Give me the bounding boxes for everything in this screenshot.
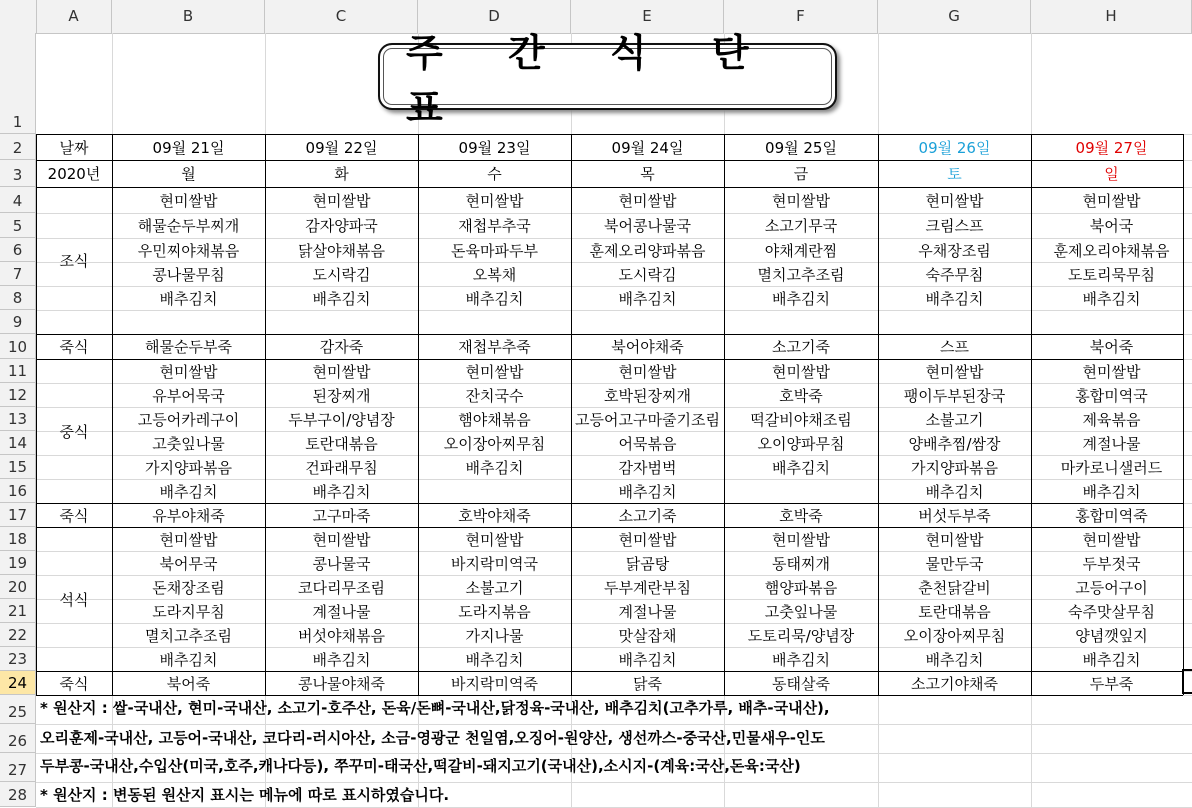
porridge-cell[interactable]: 재첩부추죽 — [458, 338, 531, 356]
menu-cell[interactable]: 고등어카레구이 — [137, 410, 240, 429]
section-label-porridge[interactable]: 죽식 — [59, 674, 89, 693]
menu-cell[interactable]: 잔치국수 — [465, 386, 524, 405]
porridge-cell[interactable]: 호박야채죽 — [458, 506, 531, 525]
menu-cell[interactable]: 배추김치 — [465, 289, 524, 308]
menu-cell[interactable]: 배추김치 — [159, 650, 218, 669]
date-cell[interactable]: 09월 27일 — [1075, 138, 1148, 157]
column-header-f[interactable]: F — [724, 0, 878, 33]
row-header-13[interactable]: 13 — [0, 407, 36, 431]
section-label-breakfast[interactable]: 조식 — [59, 252, 89, 270]
menu-cell[interactable]: 햄양파볶음 — [764, 578, 838, 597]
porridge-cell[interactable]: 소고기죽 — [618, 506, 677, 525]
column-header-e[interactable]: E — [571, 0, 724, 33]
menu-cell[interactable]: 소고기무국 — [764, 217, 838, 235]
menu-cell[interactable]: 배추김치 — [1082, 482, 1141, 501]
section-label-dinner[interactable]: 석식 — [59, 590, 89, 609]
row-header-6[interactable]: 6 — [0, 238, 36, 262]
menu-cell[interactable]: 배추김치 — [159, 289, 218, 308]
column-header-b[interactable]: B — [112, 0, 265, 33]
section-label-lunch[interactable]: 중식 — [59, 422, 89, 441]
menu-cell[interactable]: 버섯야채볶음 — [298, 626, 385, 645]
column-header-a[interactable]: A — [36, 0, 112, 33]
menu-cell[interactable]: 맛살잡채 — [618, 626, 677, 645]
menu-cell[interactable]: 현미쌀밥 — [1082, 530, 1141, 549]
menu-cell[interactable]: 배추김치 — [618, 289, 677, 308]
porridge-cell[interactable]: 홍합미역죽 — [1075, 506, 1148, 525]
menu-cell[interactable]: 두부구이/양념장 — [288, 410, 395, 429]
menu-cell[interactable]: 호박된장찌개 — [604, 386, 691, 405]
menu-cell[interactable]: 배추김치 — [312, 289, 371, 308]
menu-cell[interactable]: 북어콩나물국 — [604, 217, 691, 235]
menu-cell[interactable]: 양념깻잎지 — [1075, 626, 1148, 645]
date-cell[interactable]: 09월 26일 — [918, 138, 991, 157]
date-cell[interactable]: 09월 22일 — [305, 138, 378, 157]
menu-cell[interactable]: 현미쌀밥 — [1082, 191, 1141, 210]
row-header-3[interactable]: 3 — [0, 160, 36, 187]
section-label-porridge[interactable]: 죽식 — [59, 506, 89, 525]
menu-cell[interactable]: 현미쌀밥 — [465, 530, 524, 549]
row-header-4[interactable]: 4 — [0, 187, 36, 213]
porridge-cell[interactable]: 소고기죽 — [772, 338, 830, 356]
menu-cell[interactable]: 물만두국 — [925, 554, 984, 573]
row-header-7[interactable]: 7 — [0, 262, 36, 286]
row-header-12[interactable]: 12 — [0, 383, 36, 407]
menu-cell[interactable]: 팽이두부된장국 — [903, 386, 1006, 405]
menu-cell[interactable]: 북어무국 — [159, 554, 218, 573]
menu-cell[interactable]: 현미쌀밥 — [159, 362, 218, 381]
menu-cell[interactable]: 현미쌀밥 — [618, 530, 677, 549]
row-header-5[interactable]: 5 — [0, 213, 36, 238]
column-header-g[interactable]: G — [878, 0, 1031, 33]
row-header-24[interactable]: 24 — [0, 671, 36, 695]
weekday-cell[interactable]: 목 — [640, 165, 655, 183]
menu-cell[interactable]: 계절나물 — [618, 602, 677, 621]
porridge-cell[interactable]: 호박죽 — [779, 506, 823, 525]
row-header-25[interactable]: 25 — [0, 695, 36, 724]
porridge-cell[interactable]: 동태살죽 — [772, 674, 830, 693]
menu-cell[interactable] — [265, 310, 418, 334]
menu-cell[interactable]: 도라지볶음 — [458, 602, 531, 621]
porridge-cell[interactable]: 버섯두부죽 — [918, 506, 991, 525]
menu-cell[interactable]: 돈채장조림 — [152, 578, 225, 597]
menu-cell[interactable]: 고등어고구마줄기조림 — [575, 410, 720, 429]
row-header-11[interactable]: 11 — [0, 359, 36, 383]
row-header-19[interactable]: 19 — [0, 551, 36, 575]
porridge-cell[interactable]: 고구마죽 — [312, 506, 371, 525]
menu-cell[interactable]: 현미쌀밥 — [772, 191, 830, 210]
menu-cell[interactable]: 해물순두부찌개 — [137, 217, 240, 235]
menu-cell[interactable]: 현미쌀밥 — [618, 191, 677, 210]
row-header-10[interactable]: 10 — [0, 334, 36, 359]
menu-cell[interactable]: 양배추찜/쌈장 — [908, 434, 1001, 453]
row-header-18[interactable]: 18 — [0, 527, 36, 551]
row-header-21[interactable]: 21 — [0, 599, 36, 623]
menu-cell[interactable]: 현미쌀밥 — [465, 191, 524, 210]
menu-cell[interactable] — [418, 310, 571, 334]
menu-cell[interactable]: 배추김치 — [925, 482, 984, 501]
menu-cell[interactable]: 현미쌀밥 — [1082, 362, 1141, 381]
column-header-d[interactable]: D — [418, 0, 571, 33]
row-header-15[interactable]: 15 — [0, 455, 36, 479]
menu-cell[interactable]: 현미쌀밥 — [465, 362, 524, 381]
menu-cell[interactable]: 고등어구이 — [1075, 578, 1148, 597]
menu-cell[interactable]: 훈제오리야채볶음 — [1053, 241, 1170, 260]
menu-cell[interactable]: 닭곰탕 — [625, 554, 670, 573]
menu-cell[interactable]: 코다리무조림 — [298, 578, 385, 597]
menu-cell[interactable]: 배추김치 — [925, 289, 984, 308]
menu-cell[interactable]: 된장찌개 — [312, 386, 371, 405]
menu-cell[interactable]: 재첩부추국 — [458, 217, 531, 235]
select-all-corner[interactable] — [0, 0, 37, 33]
porridge-cell[interactable]: 소고기야채죽 — [911, 674, 998, 693]
menu-cell[interactable]: 현미쌀밥 — [312, 191, 371, 210]
menu-cell[interactable]: 두부젓국 — [1082, 554, 1141, 573]
menu-cell[interactable]: 가지양파볶음 — [145, 458, 232, 477]
menu-cell[interactable]: 멸치고추조림 — [145, 626, 232, 645]
menu-cell[interactable] — [724, 479, 878, 503]
menu-cell[interactable]: 현미쌀밥 — [925, 362, 984, 381]
menu-cell[interactable]: 배추김치 — [312, 482, 371, 501]
porridge-cell[interactable]: 유부야채죽 — [152, 506, 225, 525]
menu-cell[interactable]: 도라지무침 — [152, 602, 225, 621]
row-header-8[interactable]: 8 — [0, 286, 36, 310]
menu-cell[interactable]: 바지락미역국 — [451, 554, 538, 573]
menu-cell[interactable]: 감자양파국 — [305, 217, 378, 235]
menu-cell[interactable]: 배추김치 — [772, 458, 830, 477]
porridge-cell[interactable]: 스프 — [940, 338, 969, 356]
porridge-cell[interactable]: 두부죽 — [1089, 674, 1134, 693]
date-cell[interactable]: 09월 21일 — [152, 138, 225, 157]
menu-cell[interactable]: 유부어묵국 — [152, 386, 225, 405]
title-box[interactable] — [378, 30, 837, 130]
menu-cell[interactable]: 배추김치 — [618, 650, 677, 669]
porridge-cell[interactable]: 닭죽 — [633, 674, 662, 693]
section-label-porridge[interactable]: 죽식 — [59, 338, 89, 356]
origin-note-1[interactable]: * 원산지 : 쌀-국내산, 현미-국내산, 소고기-호주산, 돈육/돈뼈-국내산,닭정육-국내산, 배추김치(고추가루, 배추-국내산), — [40, 699, 830, 717]
menu-cell[interactable]: 홍합미역국 — [1075, 386, 1148, 405]
menu-cell[interactable] — [112, 310, 265, 334]
menu-cell[interactable]: 도토리묵/양념장 — [747, 626, 855, 645]
origin-note-3[interactable]: 두부콩-국내산,수입산(미국,호주,캐나다등), 쭈꾸미-태국산,떡갈비-돼지고기(국내산),소시지-(계육:국산,돈육:국산) — [40, 757, 801, 775]
column-header-c[interactable]: C — [265, 0, 418, 33]
row-header-22[interactable]: 22 — [0, 623, 36, 647]
date-cell[interactable]: 09월 25일 — [765, 138, 837, 157]
menu-cell[interactable] — [878, 310, 1031, 334]
menu-cell[interactable]: 토란대볶음 — [305, 434, 378, 453]
menu-cell[interactable]: 오이장아찌무침 — [443, 434, 546, 453]
menu-cell[interactable]: 현미쌀밥 — [772, 530, 830, 549]
porridge-cell[interactable]: 해물순두부죽 — [145, 338, 232, 356]
row-header-14[interactable]: 14 — [0, 431, 36, 455]
year-label-cell[interactable]: 2020년 — [47, 165, 101, 183]
menu-cell[interactable]: 춘천닭갈비 — [918, 578, 991, 597]
menu-cell[interactable]: 숙주무침 — [925, 265, 984, 284]
menu-cell[interactable]: 배추김치 — [465, 458, 524, 477]
menu-cell[interactable] — [1031, 310, 1192, 334]
menu-cell[interactable]: 훈제오리양파볶음 — [589, 241, 706, 260]
row-header-27[interactable]: 27 — [0, 753, 36, 782]
menu-cell[interactable]: 배추김치 — [312, 650, 371, 669]
menu-cell[interactable]: 제육볶음 — [1082, 410, 1141, 429]
menu-cell[interactable]: 닭살야채볶음 — [298, 241, 385, 260]
menu-cell[interactable] — [724, 310, 878, 334]
menu-cell[interactable]: 야채계란찜 — [764, 241, 838, 260]
menu-cell[interactable]: 현미쌀밥 — [925, 191, 984, 210]
origin-note-4[interactable]: * 원산지 : 변동된 원산지 표시는 메뉴에 따로 표시하였습니다. — [40, 786, 450, 804]
menu-cell[interactable]: 배추김치 — [772, 289, 830, 308]
weekday-cell[interactable]: 수 — [487, 165, 502, 183]
row-header-17[interactable]: 17 — [0, 503, 36, 527]
row-header-16[interactable]: 16 — [0, 479, 36, 503]
menu-cell[interactable]: 배추김치 — [159, 482, 218, 501]
weekday-cell[interactable]: 월 — [181, 165, 196, 183]
menu-cell[interactable]: 우민찌야채볶음 — [137, 241, 240, 260]
row-header-2[interactable]: 2 — [0, 134, 36, 160]
page-title: 주 간 식 단 표 — [406, 30, 775, 130]
porridge-cell[interactable]: 북어죽 — [166, 674, 211, 693]
row-header-20[interactable]: 20 — [0, 575, 36, 599]
menu-cell[interactable]: 현미쌀밥 — [312, 530, 371, 549]
menu-cell[interactable]: 도토리묵무침 — [1068, 265, 1155, 284]
menu-cell[interactable]: 크림스프 — [925, 217, 984, 235]
menu-cell[interactable]: 동태찌개 — [772, 554, 830, 573]
weekday-cell[interactable]: 화 — [334, 165, 349, 183]
menu-cell[interactable] — [418, 479, 571, 503]
menu-cell[interactable]: 햄야채볶음 — [458, 410, 531, 429]
menu-cell[interactable]: 현미쌀밥 — [925, 530, 984, 549]
row-header-28[interactable]: 28 — [0, 782, 36, 807]
menu-cell[interactable]: 고춧잎나물 — [152, 434, 225, 453]
menu-cell[interactable]: 계절나물 — [312, 602, 371, 621]
date-label-cell[interactable]: 날짜 — [59, 138, 89, 157]
menu-cell[interactable]: 북어국 — [1089, 217, 1134, 235]
column-header-h[interactable]: H — [1031, 0, 1192, 33]
menu-cell[interactable]: 오복채 — [472, 265, 517, 284]
menu-cell[interactable]: 현미쌀밥 — [159, 191, 218, 210]
menu-cell[interactable] — [571, 310, 724, 334]
weekday-cell[interactable]: 금 — [793, 165, 809, 183]
porridge-cell[interactable]: 북어죽 — [1089, 338, 1134, 356]
menu-cell[interactable]: 우채장조림 — [918, 241, 991, 260]
menu-cell[interactable]: 현미쌀밥 — [618, 362, 677, 381]
menu-cell[interactable]: 오이장아찌무침 — [903, 626, 1006, 645]
menu-cell[interactable]: 숙주맛살무침 — [1068, 602, 1155, 621]
row-header-23[interactable]: 23 — [0, 647, 36, 671]
row-header-9[interactable]: 9 — [0, 310, 36, 334]
row-header-26[interactable]: 26 — [0, 724, 36, 753]
menu-cell[interactable]: 소불고기 — [925, 410, 984, 429]
weekday-cell[interactable]: 일 — [1104, 165, 1119, 183]
menu-cell[interactable]: 소불고기 — [465, 578, 524, 597]
menu-cell[interactable]: 콩나물국 — [312, 554, 371, 573]
menu-cell[interactable]: 감자범벅 — [618, 458, 677, 477]
date-cell[interactable]: 09월 24일 — [611, 138, 684, 157]
menu-cell[interactable]: 호박죽 — [779, 386, 823, 405]
menu-cell[interactable]: 건파래무침 — [305, 458, 378, 477]
menu-cell[interactable]: 가지양파볶음 — [911, 458, 998, 477]
menu-cell[interactable]: 마카로니샐러드 — [1060, 458, 1163, 477]
menu-cell[interactable]: 계절나물 — [1082, 434, 1141, 453]
menu-cell[interactable]: 배추김치 — [772, 650, 830, 669]
menu-cell[interactable]: 도시락김 — [312, 265, 371, 284]
menu-cell[interactable]: 배추김치 — [925, 650, 984, 669]
menu-cell[interactable]: 도시락김 — [618, 265, 677, 284]
origin-note-2[interactable]: 오리훈제-국내산, 고등어-국내산, 코다리-러시아산, 소금-영광군 천일염,오징어-원양산, 생선까스-중국산,민물새우-인도 — [40, 729, 825, 747]
active-cell-I24[interactable] — [1182, 669, 1192, 694]
weekday-cell[interactable]: 토 — [947, 165, 962, 183]
menu-cell[interactable]: 현미쌀밥 — [772, 362, 830, 381]
menu-cell[interactable]: 고춧잎나물 — [764, 602, 838, 621]
row-header-1[interactable]: 1 — [0, 33, 36, 134]
menu-cell[interactable]: 오이양파무침 — [757, 434, 845, 453]
menu-cell[interactable]: 현미쌀밥 — [159, 530, 218, 549]
porridge-cell[interactable]: 바지락미역죽 — [451, 674, 538, 693]
menu-cell[interactable]: 돈육마파두부 — [451, 241, 538, 260]
menu-cell[interactable]: 배추김치 — [618, 482, 677, 501]
porridge-cell[interactable]: 콩나물야채죽 — [298, 674, 385, 693]
menu-cell[interactable]: 배추김치 — [465, 650, 524, 669]
menu-cell[interactable]: 배추김치 — [1082, 289, 1141, 308]
date-cell[interactable]: 09월 23일 — [458, 138, 531, 157]
menu-cell[interactable]: 콩나물무침 — [152, 265, 225, 284]
porridge-cell[interactable]: 북어야채죽 — [611, 338, 684, 356]
menu-cell[interactable]: 현미쌀밥 — [312, 362, 371, 381]
menu-cell[interactable]: 어묵볶음 — [618, 434, 677, 453]
menu-cell[interactable]: 떡갈비야채조림 — [750, 410, 852, 429]
porridge-cell[interactable]: 감자죽 — [319, 338, 364, 356]
menu-cell[interactable]: 토란대볶음 — [918, 602, 991, 621]
menu-cell[interactable]: 배추김치 — [1082, 650, 1141, 669]
menu-cell[interactable]: 두부계란부침 — [604, 578, 691, 597]
menu-cell[interactable]: 가지나물 — [465, 626, 524, 645]
menu-cell[interactable]: 멸치고추조림 — [757, 265, 845, 284]
